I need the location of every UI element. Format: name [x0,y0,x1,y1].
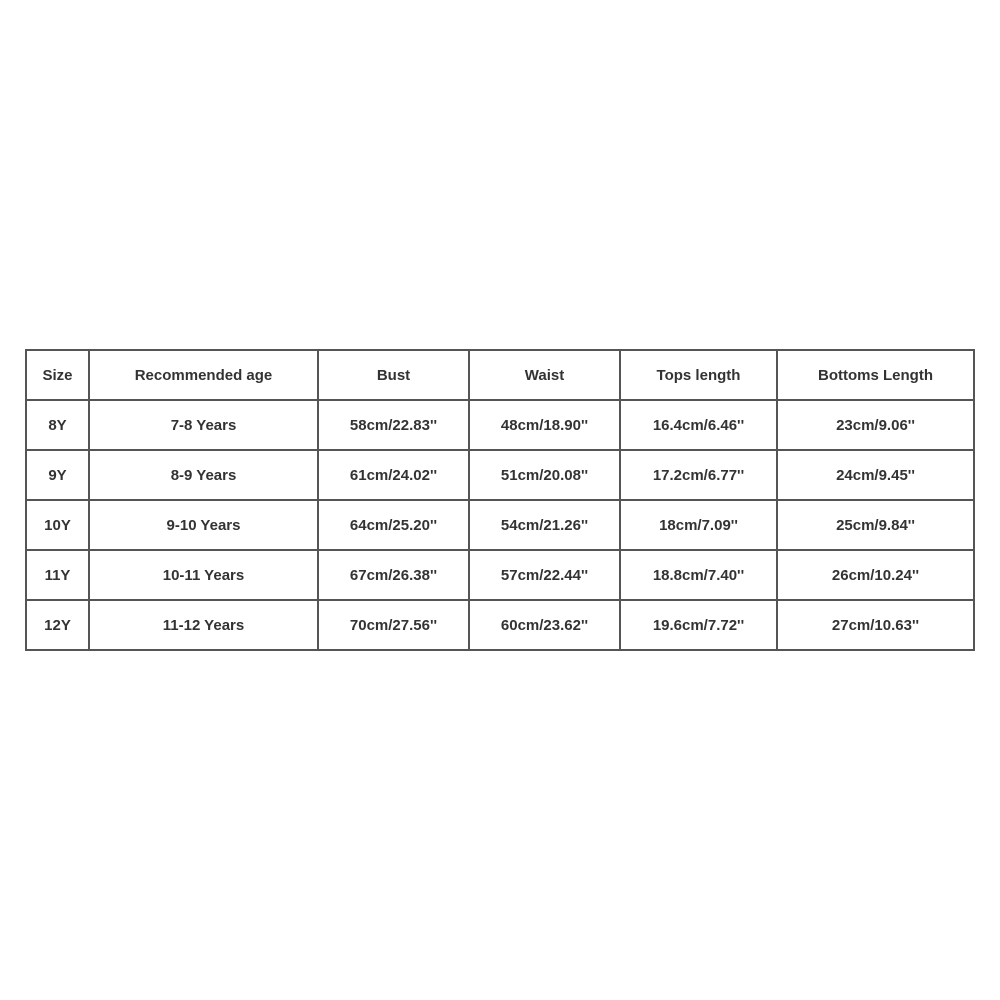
cell-bust: 61cm/24.02'' [318,450,469,500]
cell-size: 11Y [26,550,89,600]
cell-bottoms-length: 24cm/9.45'' [777,450,974,500]
cell-bust: 58cm/22.83'' [318,400,469,450]
cell-waist: 51cm/20.08'' [469,450,620,500]
cell-size: 12Y [26,600,89,650]
cell-waist: 48cm/18.90'' [469,400,620,450]
cell-age: 9-10 Years [89,500,318,550]
cell-waist: 57cm/22.44'' [469,550,620,600]
cell-tops-length: 18.8cm/7.40'' [620,550,777,600]
cell-tops-length: 17.2cm/6.77'' [620,450,777,500]
cell-bust: 64cm/25.20'' [318,500,469,550]
table-row [26,600,974,650]
cell-size: 9Y [26,450,89,500]
cell-tops-length: 16.4cm/6.46'' [620,400,777,450]
cell-age: 8-9 Years [89,450,318,500]
table-row [26,550,974,600]
cell-bottoms-length: 26cm/10.24'' [777,550,974,600]
table-row [26,500,974,550]
header-row [26,350,974,400]
header-recommended-age: Recommended age [89,350,318,400]
cell-bottoms-length: 25cm/9.84'' [777,500,974,550]
table-row [26,450,974,500]
header-size: Size [26,350,89,400]
header-waist: Waist [469,350,620,400]
header-bust: Bust [318,350,469,400]
table-row [26,400,974,450]
header-bottoms-length: Bottoms Length [777,350,974,400]
cell-age: 10-11 Years [89,550,318,600]
cell-bottoms-length: 27cm/10.63'' [777,600,974,650]
cell-bust: 70cm/27.56'' [318,600,469,650]
cell-age: 7-8 Years [89,400,318,450]
cell-size: 8Y [26,400,89,450]
header-tops-length: Tops length [620,350,777,400]
cell-waist: 54cm/21.26'' [469,500,620,550]
cell-bust: 67cm/26.38'' [318,550,469,600]
cell-size: 10Y [26,500,89,550]
cell-age: 11-12 Years [89,600,318,650]
cell-waist: 60cm/23.62'' [469,600,620,650]
cell-tops-length: 19.6cm/7.72'' [620,600,777,650]
size-chart-table [25,349,975,651]
cell-bottoms-length: 23cm/9.06'' [777,400,974,450]
cell-tops-length: 18cm/7.09'' [620,500,777,550]
